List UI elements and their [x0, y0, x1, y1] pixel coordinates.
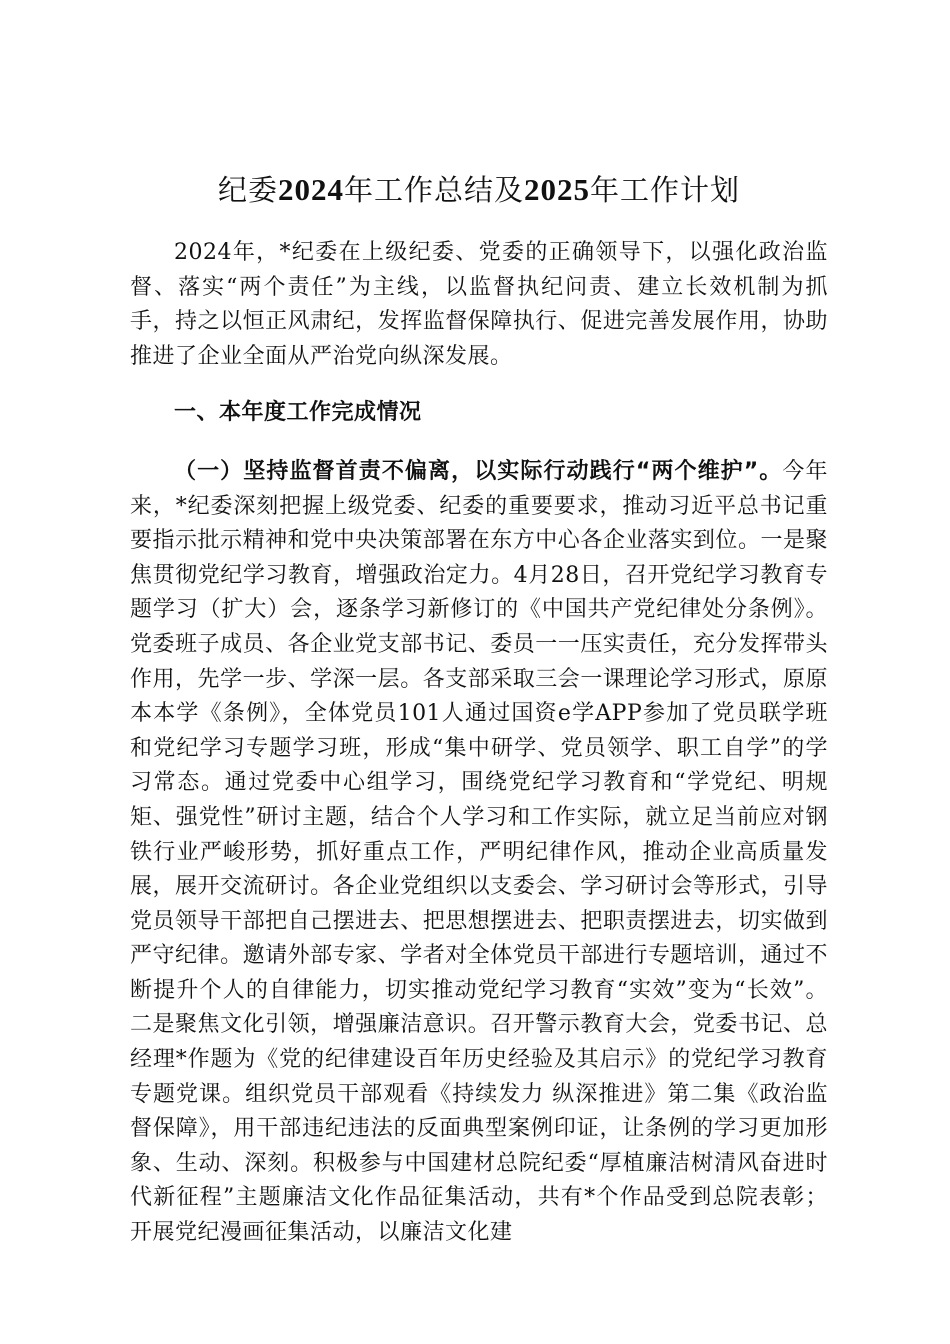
- document-title: [130, 170, 828, 210]
- section-1-1-body: 今年来，*纪委深刻把握上级党委、纪委的重要要求，推动习近平总书记重要指示批示精神和党中央决策部署在东方中心各企业落实到位。一是聚焦贯彻党纪学习教育，增强政治定力。4月28日，召开党纪学习教育专题学习（扩大）会，逐条学习新修订的《中国共产党纪律处分条例》。党委班子成员、各企业党支部书记、委员一一压实责任，充分发挥带头作用，先学一步、学深一层。各支部采取三会一课理论学习形式，原原本本学《条例》，全体党员101人通过国资e学APP参加了党员联学班和党纪学习专题学习班，形成“集中研学、党员领学、职工自学”的学习常态。通过党委中心组学习，围绕党纪学习教育和“学党纪、明规矩、强党性”研讨主题，结合个人学习和工作实际，就立足当前应对钢铁行业严峻形势，抓好重点工作，严明纪律作风，推动企业高质量发展，展开交流研讨。各企业党组织以支委会、学习研讨会等形式，引导党员领导干部把自己摆进去、把思想摆进去、把职责摆进去，切实做到严守纪律。邀请外部专家、学者对全体党员干部进行专题培训，通过不断提升个人的自律能力，切实推动党纪学习教育“实效”变为“长效”。二是聚焦文化引领，增强廉洁意识。召开警示教育大会，党委书记、总经理*作题为《党的纪律建设百年历史经验及其启示》的党纪学习教育专题党课。组织党员干部观看《持续发力 纵深推进》第二集《政治监督保障》，用干部违纪违法的反面典型案例印证，让条例的学习更加形象、生动、深刻。积极参与中国建材总院纪委“厚植廉洁树清风奋进时代新征程”主题廉洁文化作品征集活动，共有*个作品受到总院表彰；开展党纪漫画征集活动，以廉洁文化建: [130, 458, 828, 1246]
- title-part-3: 年工作计划: [590, 173, 741, 207]
- section-1-1-paragraph: [130, 455, 828, 1251]
- title-part-2: 年工作总结及: [343, 173, 524, 207]
- title-year-2024: 2024: [277, 172, 344, 207]
- section-1-1-lead: （一）坚持监督首责不偏离，以实际行动践行“两个维护”。: [174, 458, 783, 484]
- intro-paragraph: 2024年，*纪委在上级纪委、党委的正确领导下，以强化政治监督、落实“两个责任”为主线，以监督执纪问责、建立长效机制为抓手，持之以恒正风肃纪，发挥监督保障执行、促进完善发展作用，协助推进了企业全面从严治党向纵深发展。: [130, 240, 828, 369]
- title-year-2025: 2025: [524, 172, 590, 207]
- section-heading-1: 一、本年度工作完成情况: [174, 400, 422, 426]
- title-part-1: 纪委: [217, 173, 278, 207]
- document-page: [130, 170, 828, 1251]
